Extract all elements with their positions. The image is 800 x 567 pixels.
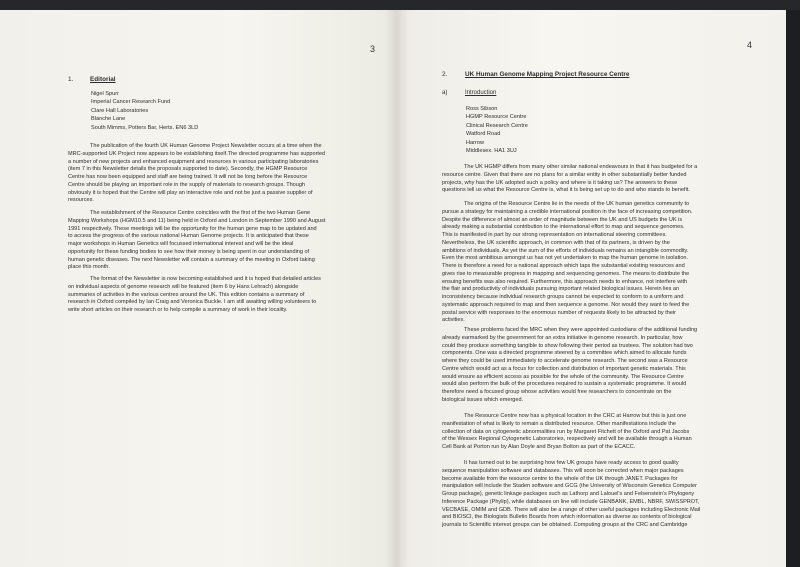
- text-line: inconsistency because individual research groups cannot be expected to conform to a uniform and: [442, 294, 684, 300]
- text-line: Nevertheless, the UK scientific approach, in common with that of its partners, is driven by the: [442, 239, 670, 246]
- text-line: obviously it is hoped that the Centre will play an interactive role and not be just a passive supplier of: [68, 189, 313, 196]
- text-line: The Resource Centre now has a physical location in the CRC at Harrow but this is just one: [464, 413, 687, 419]
- paragraph: [442, 327, 754, 405]
- text-line: summaries of activities in the various centres around the UK. This edition contains a summary of: [68, 291, 305, 298]
- text-line: manipulation will include the Staden software and GCG (the University of Wisconsin Genetics Computer: [442, 483, 697, 490]
- address-line: Imperial Cancer Research Fund: [91, 99, 171, 106]
- address-line: Blanche Lane: [91, 116, 126, 123]
- address-line: Ross Sibson: [466, 106, 498, 112]
- address-line: Watford Road: [466, 131, 501, 138]
- text-line: Inference Package (Phylip), while databases on line will include GENBANK, EMBL, NBRF, SWISSPROT,: [442, 498, 700, 505]
- text-line: The publication of the fourth UK Human Genome Project Newsletter occurs at a time when the: [90, 143, 322, 149]
- text-line: MRC-supported UK Project now appears to be establishing itself.The directed programme has supported: [68, 150, 326, 157]
- text-line: and BIOSCI, the Biologists Bulletin Boards from which information as diverse as contents of biological: [442, 514, 692, 521]
- paragraph: [442, 413, 754, 452]
- left-page: [0, 10, 397, 567]
- section-title: Editorial: [90, 76, 116, 83]
- text-line: Even the most ambitious amongst us has not yet undertaken to map the human genome in isolation.: [442, 255, 689, 262]
- text-line: opportunity for these funding bodies to see how their money is being spent in our understanding of: [68, 248, 310, 255]
- text-line: The UK HGMP differs from many other similar national endeavours in that it has budgeted for a: [464, 164, 698, 170]
- text-line: systematic approach required to map and then sequence a genome. Nor would they want to feed the: [442, 301, 690, 308]
- text-line: ambitions of individuals. As yet the sum of the efforts of individuals remains an intangible commodity.: [442, 247, 689, 254]
- text-line: write short articles on their research or to help compile a summary of work in their locality.: [68, 307, 288, 313]
- text-line: Group package), genetic linkage packages such as Lathorp and Lalouel's and Felsenstein's Phylogeny: [442, 491, 695, 497]
- address-line: South Mimms, Potters Bar, Herts. EN6 3LD: [91, 124, 199, 131]
- address-line: Middlesex. HA1 3UJ: [466, 148, 517, 155]
- text-line: projects, why has the UK adopted such a policy and where is it taking us? The answers to these: [442, 179, 678, 186]
- text-line: already earmarked by the government for an extra initiative in genome research. In particular, how: [442, 334, 683, 341]
- text-line: The origins of the Resource Centre lie in the needs of the UK human genetics community to: [464, 201, 690, 207]
- section-number: 2.: [442, 71, 448, 78]
- text-line: on individual aspects of genome research will be featured (item 6 by Hans Lehrach) alongside: [68, 283, 299, 290]
- address-line: HGMP Resource Centre: [466, 114, 527, 121]
- text-line: of the Wessex Regional Cytogenetic Laboratories, respectively and will be available through a Human: [442, 436, 692, 443]
- text-line: There is therefore a need for a national approach which taps the substantial existing resources and: [442, 263, 685, 269]
- text-line: a number of new projects and enhanced equipment and resources in various participating laboratories: [68, 158, 319, 165]
- text-line: manifestation of what is likely to remain a distributed resource. Other manifestations include the: [442, 420, 677, 427]
- text-line: resources.: [68, 197, 94, 204]
- text-line: major workshops in Human Genetics will focussed international interest and will be the ideal: [68, 241, 294, 247]
- text-line: already making a substantial contribution to the international effort to map and sequence genomes.: [442, 224, 685, 231]
- paragraph: [442, 460, 754, 530]
- text-line: 1991 respectively. These meetings will be the opportunity for the human gene map to be updated and: [68, 225, 317, 232]
- text-line: Mapping Workshops (HGM10.5 and 11) being held in Oxford and London in September 1990 and August: [68, 217, 326, 224]
- section-title: UK Human Genome Mapping Project Resource Centre: [465, 71, 630, 78]
- text-line: Cell Bank at Porton run by Alan Doyle and Bryan Bolton as part of the ECACC.: [442, 444, 636, 450]
- text-line: These problems faced the MRC when they were appointed custodians of the additional funding: [464, 327, 698, 333]
- text-line: postal service with responses to the enormous number of requests likely to be attracted by their: [442, 309, 677, 316]
- paragraph: [442, 201, 754, 325]
- text-line: The format of the Newsletter is now becoming established and it is hoped that detailed articles: [90, 276, 321, 282]
- text-line: research in Oxford compiled by Ian Craig and Veronica Buckle. I am still awaiting willing volunteers to: [68, 299, 317, 306]
- paragraph: [68, 276, 368, 315]
- address-line: Clinical Research Centre: [466, 122, 528, 129]
- author-address: [466, 105, 528, 155]
- address-line: Clare Hall Laboratories: [91, 107, 149, 114]
- text-line: the flair and productivity of individuals pursuing important related biological issues. Herein lies an: [442, 286, 680, 293]
- text-line: resource centre. Given that there are no plans for a similar entity in other substantially better funded: [442, 171, 687, 178]
- text-line: would also perform the bulk of the procedures required to sustain a systematic programme. It would: [442, 381, 687, 388]
- text-line: place this month.: [68, 264, 110, 271]
- text-line: human genetic diseases. The next Newsletter will contain a summary of the meeting in Oxford taking: [68, 256, 315, 263]
- page-number: 4: [747, 40, 753, 50]
- text-line: become available from the resource centre to the whole of the UK through JANET. Packages for: [442, 475, 678, 482]
- address-line: Harrow: [466, 139, 485, 146]
- text-line: Despite the difference of almost an order of magnitude between the UK and US budgets the UK is: [442, 216, 683, 223]
- text-line: therefore need a focused group whose activities would free researchers to concentrate on the: [442, 389, 672, 395]
- text-line: where they could be used immediately to accelerate genome research. The second was a Resource: [442, 358, 688, 364]
- text-line: The establishment of the Resource Centre coincides with the first of the two Human Gene: [90, 210, 311, 216]
- right-page: [397, 10, 786, 567]
- text-line: (item 7 in this Newsletter details the proposals supported to date). Secondly, the HGMP Resource: [68, 166, 308, 173]
- subsection-title: Introduction: [465, 90, 497, 96]
- page-number: 3: [370, 44, 376, 54]
- subsection-letter: a): [442, 90, 448, 96]
- text-line: ensuing benefits was also required. Furthermore, this approach needs to enhance, not interfere with: [442, 278, 688, 285]
- text-line: questions tell us what the Resource Centre is, what it is being set up to do and who stands to benefit.: [442, 187, 690, 194]
- paragraph: [442, 164, 754, 195]
- text-line: biological issues which emerged.: [442, 396, 524, 403]
- text-line: to access the progress of the various national Human Genome projects. It is anticipated that these: [68, 233, 309, 240]
- text-line: components. One was a directed programme steered by a committee which aimed to allocate funds: [442, 350, 687, 357]
- text-line: activities.: [442, 317, 465, 324]
- paragraph: [68, 210, 368, 272]
- text-line: could they produce something tangible to show following their period as trustees. The solution had two: [442, 342, 693, 349]
- section-number: 1.: [68, 76, 74, 83]
- text-line: Centre should be playing an important role in the supply of materials to research groups. Though: [68, 181, 306, 188]
- text-line: would ensure as efficient access as possible for the whole of the community. The Resource Centre: [442, 373, 684, 380]
- text-line: It has turned out to be surprising how few UK groups have ready access to good quality: [464, 460, 679, 466]
- text-line: pursue a strategy for maintaining a credible international position in the face of increasing competition.: [442, 208, 693, 215]
- author-address: [91, 90, 198, 132]
- text-line: collection of data on cytogenetic abnormalities run by Margaret Fitchett of the Oxford and Pat Jacobs: [442, 428, 690, 435]
- text-line: gives rise to measurable progress in mapping and sequencing genomes. The means to distribute the: [442, 270, 690, 277]
- text-line: Centre which would act as a focus for collection and distribution of important genetic materials. This: [442, 365, 686, 372]
- text-line: journals to Scientific interest groups can be obtained. Computing groups at the CRC and Cambridge: [442, 522, 688, 528]
- paragraph: [68, 143, 368, 205]
- text-line: sequence manipulation software and databases. This will soon be corrected when major packages: [442, 467, 684, 474]
- text-line: VECBASE, OMIM and GDB. There will also be a range of other useful packages including Electronic Mail: [442, 506, 701, 513]
- background-edge: [786, 10, 800, 567]
- text-line: This is manifested in part by our strong representation on international steering committees.: [442, 232, 667, 238]
- text-line: Centre has now been equipped and staff are being trained. It will not be long before the Resource: [68, 174, 308, 180]
- address-line: Nigel Spurr: [91, 91, 119, 97]
